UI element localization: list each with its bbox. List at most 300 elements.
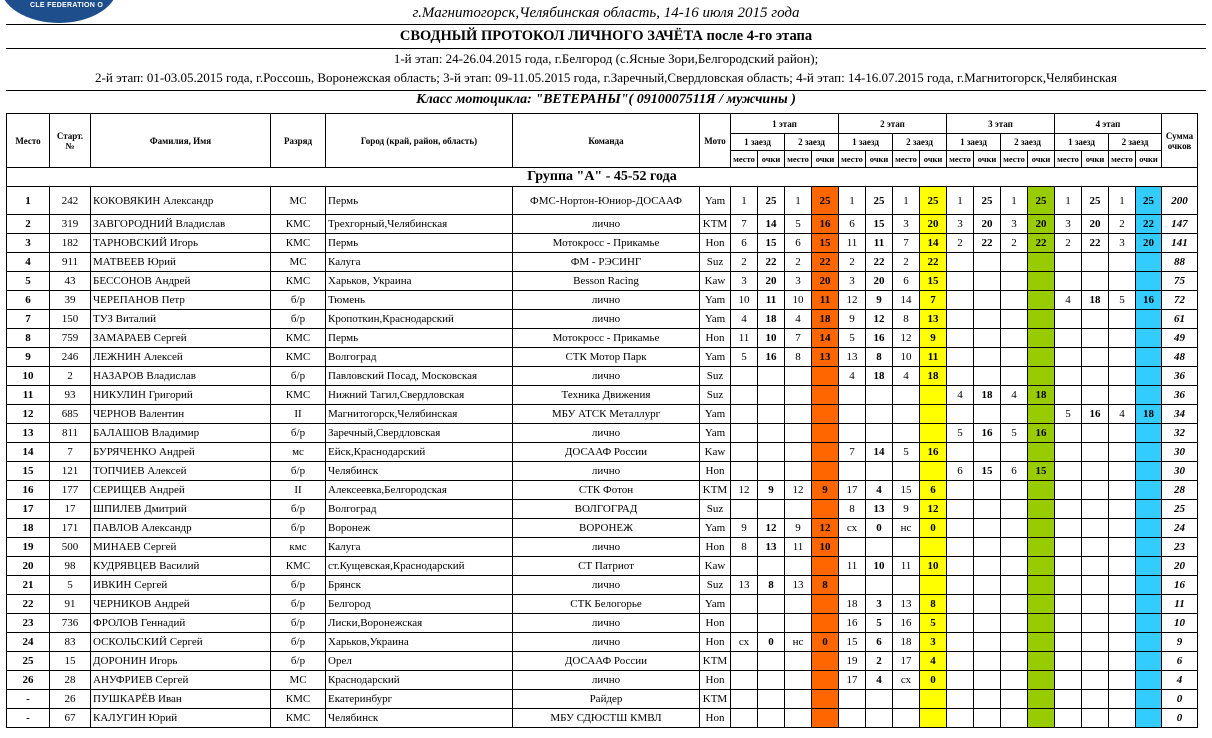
stage-total-points bbox=[812, 709, 839, 728]
col-moto-header: Мото bbox=[700, 114, 731, 168]
heat-header: 1 заезд bbox=[839, 134, 893, 151]
heat-place bbox=[1055, 538, 1082, 557]
rider-name: ТУЗ Виталий bbox=[91, 310, 271, 329]
col-name-header: Фамилия, Имя bbox=[91, 114, 271, 168]
stage-total-points: 10 bbox=[920, 557, 947, 576]
stage-total-points: 9 bbox=[812, 481, 839, 500]
stage-total-points: 25 bbox=[1136, 187, 1162, 215]
total-points: 9 bbox=[1162, 633, 1198, 652]
total-points: 141 bbox=[1162, 234, 1198, 253]
heat-points bbox=[1082, 709, 1109, 728]
heat-place bbox=[947, 538, 974, 557]
heat-place: 1 bbox=[947, 187, 974, 215]
heat-points bbox=[866, 709, 893, 728]
stage-total-points: 16 bbox=[1028, 424, 1055, 443]
heat-place bbox=[947, 405, 974, 424]
stage-total-points: 12 bbox=[920, 500, 947, 519]
start-number: 2 bbox=[50, 367, 91, 386]
rider-place: 11 bbox=[7, 386, 50, 405]
rider-row bbox=[7, 633, 1198, 652]
stage-total-points bbox=[1028, 329, 1055, 348]
rider-team: лично bbox=[513, 462, 700, 481]
heat-place: 3 bbox=[785, 272, 812, 291]
stage-total-points bbox=[812, 367, 839, 386]
heat-place: 4 bbox=[785, 310, 812, 329]
rider-row bbox=[7, 481, 1198, 500]
heat-place: 7 bbox=[839, 443, 866, 462]
rider-row bbox=[7, 690, 1198, 709]
heat-place: 17 bbox=[839, 481, 866, 500]
heat-place bbox=[947, 652, 974, 671]
heat-place bbox=[947, 709, 974, 728]
heat-points bbox=[1082, 367, 1109, 386]
heat-points: 20 bbox=[866, 272, 893, 291]
stage-total-points: 14 bbox=[812, 329, 839, 348]
heat-points: 4 bbox=[866, 481, 893, 500]
heat-points: 8 bbox=[758, 576, 785, 595]
heat-place: 6 bbox=[947, 462, 974, 481]
heat-place bbox=[1109, 481, 1136, 500]
heat-place bbox=[1001, 272, 1028, 291]
rider-place: 12 bbox=[7, 405, 50, 424]
heat-place bbox=[839, 424, 866, 443]
heat-place bbox=[785, 386, 812, 405]
heat-place bbox=[1055, 443, 1082, 462]
rider-name: ПАВЛОВ Александр bbox=[91, 519, 271, 538]
heat-points: 22 bbox=[758, 253, 785, 272]
stage-total-points bbox=[812, 671, 839, 690]
heat-points bbox=[866, 462, 893, 481]
rider-name: ИВКИН Сергей bbox=[91, 576, 271, 595]
heat-points: 10 bbox=[758, 329, 785, 348]
rider-moto: Kaw bbox=[700, 272, 731, 291]
heat-points: 13 bbox=[758, 538, 785, 557]
stage-total-points: 16 bbox=[1136, 291, 1162, 310]
stage-total-points bbox=[1028, 633, 1055, 652]
heat-points: 16 bbox=[758, 348, 785, 367]
start-number: 39 bbox=[50, 291, 91, 310]
rider-city: Кропоткин,Краснодарский bbox=[326, 310, 513, 329]
protocol-title: СВОДНЫЙ ПРОТОКОЛ ЛИЧНОГО ЗАЧЁТА после 4-го этапа bbox=[399, 28, 813, 44]
rider-name: МАТВЕЕВ Юрий bbox=[91, 253, 271, 272]
stage-total-points: 18 bbox=[1136, 405, 1162, 424]
heat-place bbox=[785, 595, 812, 614]
rider-city: Воронеж bbox=[326, 519, 513, 538]
rider-row bbox=[7, 291, 1198, 310]
rider-city: Калуга bbox=[326, 538, 513, 557]
heat-place bbox=[1001, 310, 1028, 329]
heat-place bbox=[1055, 671, 1082, 690]
rider-city: Пермь bbox=[326, 187, 513, 215]
heat-place: 1 bbox=[1055, 187, 1082, 215]
start-number: 736 bbox=[50, 614, 91, 633]
start-number: 43 bbox=[50, 272, 91, 291]
heat-place: 5 bbox=[1001, 424, 1028, 443]
rider-rank: б/р bbox=[271, 291, 326, 310]
heat-points: 14 bbox=[758, 215, 785, 234]
heat-points bbox=[1082, 500, 1109, 519]
heat-place bbox=[1001, 614, 1028, 633]
heat-place: 2 bbox=[1055, 234, 1082, 253]
rider-rank: II bbox=[271, 405, 326, 424]
rider-rank: МС bbox=[271, 671, 326, 690]
rider-place: 13 bbox=[7, 424, 50, 443]
heat-place: 6 bbox=[839, 215, 866, 234]
divider bbox=[6, 48, 1206, 49]
rider-row bbox=[7, 367, 1198, 386]
stage-total-points: 25 bbox=[1028, 187, 1055, 215]
stage-total-points: 0 bbox=[920, 671, 947, 690]
stage-total-points bbox=[1136, 272, 1162, 291]
heat-points bbox=[974, 500, 1001, 519]
stage-total-points: 8 bbox=[920, 595, 947, 614]
heat-points bbox=[1082, 310, 1109, 329]
rider-moto: Hon bbox=[700, 234, 731, 253]
total-points: 0 bbox=[1162, 709, 1198, 728]
heat-place bbox=[785, 671, 812, 690]
rider-rank: б/р bbox=[271, 614, 326, 633]
heat-place: 8 bbox=[731, 538, 758, 557]
rider-city: Орел bbox=[326, 652, 513, 671]
heat-place bbox=[947, 595, 974, 614]
heat-place bbox=[1055, 557, 1082, 576]
stage-total-points: 3 bbox=[920, 633, 947, 652]
stage-total-points: 5 bbox=[920, 614, 947, 633]
heat-place: 2 bbox=[1001, 234, 1028, 253]
heat-place bbox=[1109, 557, 1136, 576]
sub-place-header: место bbox=[731, 151, 758, 168]
rider-rank: б/р bbox=[271, 310, 326, 329]
rider-city: Трехгорный,Челябинская bbox=[326, 215, 513, 234]
col-team-header: Команда bbox=[513, 114, 700, 168]
rider-rank: б/р bbox=[271, 595, 326, 614]
heat-place bbox=[1001, 633, 1028, 652]
heat-place bbox=[1109, 652, 1136, 671]
heat-points bbox=[974, 595, 1001, 614]
stage-total-points bbox=[1136, 462, 1162, 481]
rider-city: Магнитогорск,Челябинская bbox=[326, 405, 513, 424]
stage-total-points bbox=[1136, 253, 1162, 272]
rider-name: БУРЯЧЕНКО Андрей bbox=[91, 443, 271, 462]
heat-place bbox=[1055, 576, 1082, 595]
heat-points: 20 bbox=[758, 272, 785, 291]
rider-row bbox=[7, 386, 1198, 405]
total-points: 16 bbox=[1162, 576, 1198, 595]
stage-total-points bbox=[812, 386, 839, 405]
heat-place bbox=[1109, 329, 1136, 348]
heat-points: 18 bbox=[866, 367, 893, 386]
rider-team: лично bbox=[513, 310, 700, 329]
col-place-header: Место bbox=[7, 114, 50, 168]
stage-total-points bbox=[1028, 614, 1055, 633]
rider-row bbox=[7, 595, 1198, 614]
heat-points bbox=[758, 709, 785, 728]
heat-points: 20 bbox=[974, 215, 1001, 234]
heat-place: 1 bbox=[785, 187, 812, 215]
sub-place-header: место bbox=[1109, 151, 1136, 168]
heat-header: 2 заезд bbox=[1109, 134, 1162, 151]
heat-place bbox=[947, 291, 974, 310]
heat-place bbox=[1109, 671, 1136, 690]
start-number: 5 bbox=[50, 576, 91, 595]
rider-rank: КМС bbox=[271, 215, 326, 234]
rider-city: Ейск,Краснодарский bbox=[326, 443, 513, 462]
rider-team: ФМС-Нортон-Юниор-ДОСААФ bbox=[513, 187, 700, 215]
heat-points: 25 bbox=[866, 187, 893, 215]
stage-total-points: 12 bbox=[812, 519, 839, 538]
heat-place bbox=[1109, 348, 1136, 367]
heat-points bbox=[1082, 576, 1109, 595]
heat-header: 1 заезд bbox=[947, 134, 1001, 151]
sub-place-header: место bbox=[947, 151, 974, 168]
stage-total-points: 10 bbox=[812, 538, 839, 557]
total-points: 20 bbox=[1162, 557, 1198, 576]
heat-place bbox=[1055, 519, 1082, 538]
total-points: 72 bbox=[1162, 291, 1198, 310]
rider-row bbox=[7, 500, 1198, 519]
heat-points bbox=[758, 386, 785, 405]
heat-points: 16 bbox=[866, 329, 893, 348]
rider-rank: МС bbox=[271, 187, 326, 215]
stage-total-points bbox=[920, 424, 947, 443]
heat-points: 13 bbox=[866, 500, 893, 519]
heat-place bbox=[839, 462, 866, 481]
rider-team: ДОСААФ России bbox=[513, 652, 700, 671]
rider-row bbox=[7, 187, 1198, 215]
rider-team: ВОЛГОГРАД bbox=[513, 500, 700, 519]
stage-total-points: 4 bbox=[920, 652, 947, 671]
heat-place: 10 bbox=[893, 348, 920, 367]
heat-place bbox=[1055, 310, 1082, 329]
heat-points bbox=[974, 576, 1001, 595]
heat-place bbox=[1055, 367, 1082, 386]
stage-total-points bbox=[1028, 538, 1055, 557]
heat-points bbox=[758, 367, 785, 386]
rider-team: лично bbox=[513, 367, 700, 386]
heat-place bbox=[1001, 291, 1028, 310]
rider-place: 25 bbox=[7, 652, 50, 671]
rider-city: Лиски,Воронежская bbox=[326, 614, 513, 633]
heat-place bbox=[1001, 405, 1028, 424]
rider-place: 24 bbox=[7, 633, 50, 652]
heat-place: 2 bbox=[947, 234, 974, 253]
heat-points: 12 bbox=[866, 310, 893, 329]
heat-place: 2 bbox=[731, 253, 758, 272]
heat-place bbox=[947, 690, 974, 709]
stage-total-points bbox=[920, 690, 947, 709]
stage-total-points bbox=[1136, 671, 1162, 690]
rider-name: КУДРЯВЦЕВ Василий bbox=[91, 557, 271, 576]
heat-points: 14 bbox=[866, 443, 893, 462]
heat-points bbox=[974, 367, 1001, 386]
sub-points-header: очки bbox=[1028, 151, 1055, 168]
rider-rank: б/р bbox=[271, 367, 326, 386]
stage-total-points: 13 bbox=[920, 310, 947, 329]
rider-row bbox=[7, 424, 1198, 443]
heat-place bbox=[947, 329, 974, 348]
heat-place bbox=[1001, 557, 1028, 576]
heat-points bbox=[1082, 633, 1109, 652]
rider-city: Пермь bbox=[326, 329, 513, 348]
rider-moto: Suz bbox=[700, 500, 731, 519]
heat-points: 15 bbox=[866, 215, 893, 234]
start-number: 319 bbox=[50, 215, 91, 234]
heat-place bbox=[947, 253, 974, 272]
heat-points: 0 bbox=[866, 519, 893, 538]
stage-total-points bbox=[812, 690, 839, 709]
heat-place: сх bbox=[839, 519, 866, 538]
total-points: 4 bbox=[1162, 671, 1198, 690]
stage-total-points: 11 bbox=[812, 291, 839, 310]
heat-points bbox=[866, 424, 893, 443]
heat-header: 2 заезд bbox=[1001, 134, 1055, 151]
rider-place: 16 bbox=[7, 481, 50, 500]
rider-row bbox=[7, 272, 1198, 291]
sub-points-header: очки bbox=[974, 151, 1001, 168]
heat-points bbox=[866, 538, 893, 557]
total-points: 6 bbox=[1162, 652, 1198, 671]
stage4-header: 4 этап bbox=[1055, 114, 1162, 134]
heat-place bbox=[839, 386, 866, 405]
heat-place: 4 bbox=[893, 367, 920, 386]
heat-place: 18 bbox=[893, 633, 920, 652]
heat-points bbox=[974, 405, 1001, 424]
rider-row bbox=[7, 405, 1198, 424]
heat-points: 22 bbox=[866, 253, 893, 272]
start-number: 17 bbox=[50, 500, 91, 519]
heat-place bbox=[1001, 576, 1028, 595]
start-number: 500 bbox=[50, 538, 91, 557]
heat-place bbox=[893, 690, 920, 709]
heat-points: 15 bbox=[974, 462, 1001, 481]
stage-total-points: 18 bbox=[812, 310, 839, 329]
heat-place bbox=[1001, 709, 1028, 728]
heat-place: 12 bbox=[893, 329, 920, 348]
start-number: 67 bbox=[50, 709, 91, 728]
heat-place bbox=[785, 557, 812, 576]
heat-place: нс bbox=[893, 519, 920, 538]
stage-total-points bbox=[920, 405, 947, 424]
heat-place: 5 bbox=[1055, 405, 1082, 424]
total-points: 88 bbox=[1162, 253, 1198, 272]
heat-place bbox=[1109, 272, 1136, 291]
sub-points-header: очки bbox=[920, 151, 947, 168]
heat-place: 13 bbox=[893, 595, 920, 614]
total-points: 30 bbox=[1162, 443, 1198, 462]
rider-team: СТ Патриот bbox=[513, 557, 700, 576]
stage-total-points bbox=[1028, 671, 1055, 690]
heat-place bbox=[731, 443, 758, 462]
heat-place bbox=[1055, 462, 1082, 481]
heat-points: 8 bbox=[866, 348, 893, 367]
results-table bbox=[6, 113, 1198, 728]
stage-total-points: 9 bbox=[920, 329, 947, 348]
rider-moto: Yam bbox=[700, 424, 731, 443]
heat-place bbox=[1109, 633, 1136, 652]
rider-place: 8 bbox=[7, 329, 50, 348]
total-points: 11 bbox=[1162, 595, 1198, 614]
heat-points bbox=[1082, 595, 1109, 614]
sub-place-header: место bbox=[1001, 151, 1028, 168]
heat-points: 22 bbox=[1082, 234, 1109, 253]
rider-city: Екатеринбург bbox=[326, 690, 513, 709]
stage-total-points: 15 bbox=[1028, 462, 1055, 481]
heat-place bbox=[731, 709, 758, 728]
rider-name: ТАРНОВСКИЙ Игорь bbox=[91, 234, 271, 253]
rider-place: 23 bbox=[7, 614, 50, 633]
stage-total-points bbox=[812, 652, 839, 671]
heat-place bbox=[785, 690, 812, 709]
stage-total-points: 25 bbox=[812, 187, 839, 215]
stage-total-points: 18 bbox=[920, 367, 947, 386]
rider-row bbox=[7, 234, 1198, 253]
heat-place bbox=[839, 690, 866, 709]
heat-place bbox=[1109, 310, 1136, 329]
heat-header: 2 заезд bbox=[893, 134, 947, 151]
rider-place: 22 bbox=[7, 595, 50, 614]
heat-points bbox=[974, 690, 1001, 709]
stage-total-points bbox=[1136, 348, 1162, 367]
heat-points bbox=[1082, 652, 1109, 671]
heat-place bbox=[1109, 538, 1136, 557]
heat-place bbox=[893, 405, 920, 424]
rider-team: СТК Фотон bbox=[513, 481, 700, 500]
total-points: 147 bbox=[1162, 215, 1198, 234]
stage-total-points bbox=[1028, 709, 1055, 728]
rider-rank: КМС bbox=[271, 272, 326, 291]
heat-place bbox=[1001, 443, 1028, 462]
heat-header: 2 заезд bbox=[785, 134, 839, 151]
heat-points bbox=[974, 709, 1001, 728]
heat-place bbox=[1109, 709, 1136, 728]
heat-points bbox=[758, 500, 785, 519]
stage3-header: 3 этап bbox=[947, 114, 1055, 134]
start-number: 182 bbox=[50, 234, 91, 253]
rider-moto: KTM bbox=[700, 690, 731, 709]
heat-place: 18 bbox=[839, 595, 866, 614]
total-points: 36 bbox=[1162, 367, 1198, 386]
rider-row bbox=[7, 538, 1198, 557]
heat-points: 5 bbox=[866, 614, 893, 633]
rider-place: 5 bbox=[7, 272, 50, 291]
rider-rank: КМС bbox=[271, 690, 326, 709]
heat-place: 11 bbox=[731, 329, 758, 348]
rider-place: 20 bbox=[7, 557, 50, 576]
stage-total-points: 6 bbox=[920, 481, 947, 500]
heat-points: 10 bbox=[866, 557, 893, 576]
heat-place: 3 bbox=[1109, 234, 1136, 253]
heat-place: 13 bbox=[839, 348, 866, 367]
heat-place bbox=[785, 709, 812, 728]
total-points: 36 bbox=[1162, 386, 1198, 405]
heat-points: 25 bbox=[1082, 187, 1109, 215]
heat-header: 1 заезд bbox=[731, 134, 785, 151]
heat-place bbox=[839, 405, 866, 424]
stage-total-points bbox=[1028, 272, 1055, 291]
heat-place bbox=[1109, 443, 1136, 462]
stage-total-points bbox=[1136, 595, 1162, 614]
heat-place: 11 bbox=[785, 538, 812, 557]
rider-row bbox=[7, 709, 1198, 728]
heat-place bbox=[1055, 253, 1082, 272]
rider-rank: КМС bbox=[271, 348, 326, 367]
rider-moto: Hon bbox=[700, 671, 731, 690]
heat-place: 7 bbox=[731, 215, 758, 234]
heat-place bbox=[1001, 500, 1028, 519]
heat-place bbox=[1001, 519, 1028, 538]
heat-place bbox=[839, 576, 866, 595]
heat-points bbox=[974, 538, 1001, 557]
